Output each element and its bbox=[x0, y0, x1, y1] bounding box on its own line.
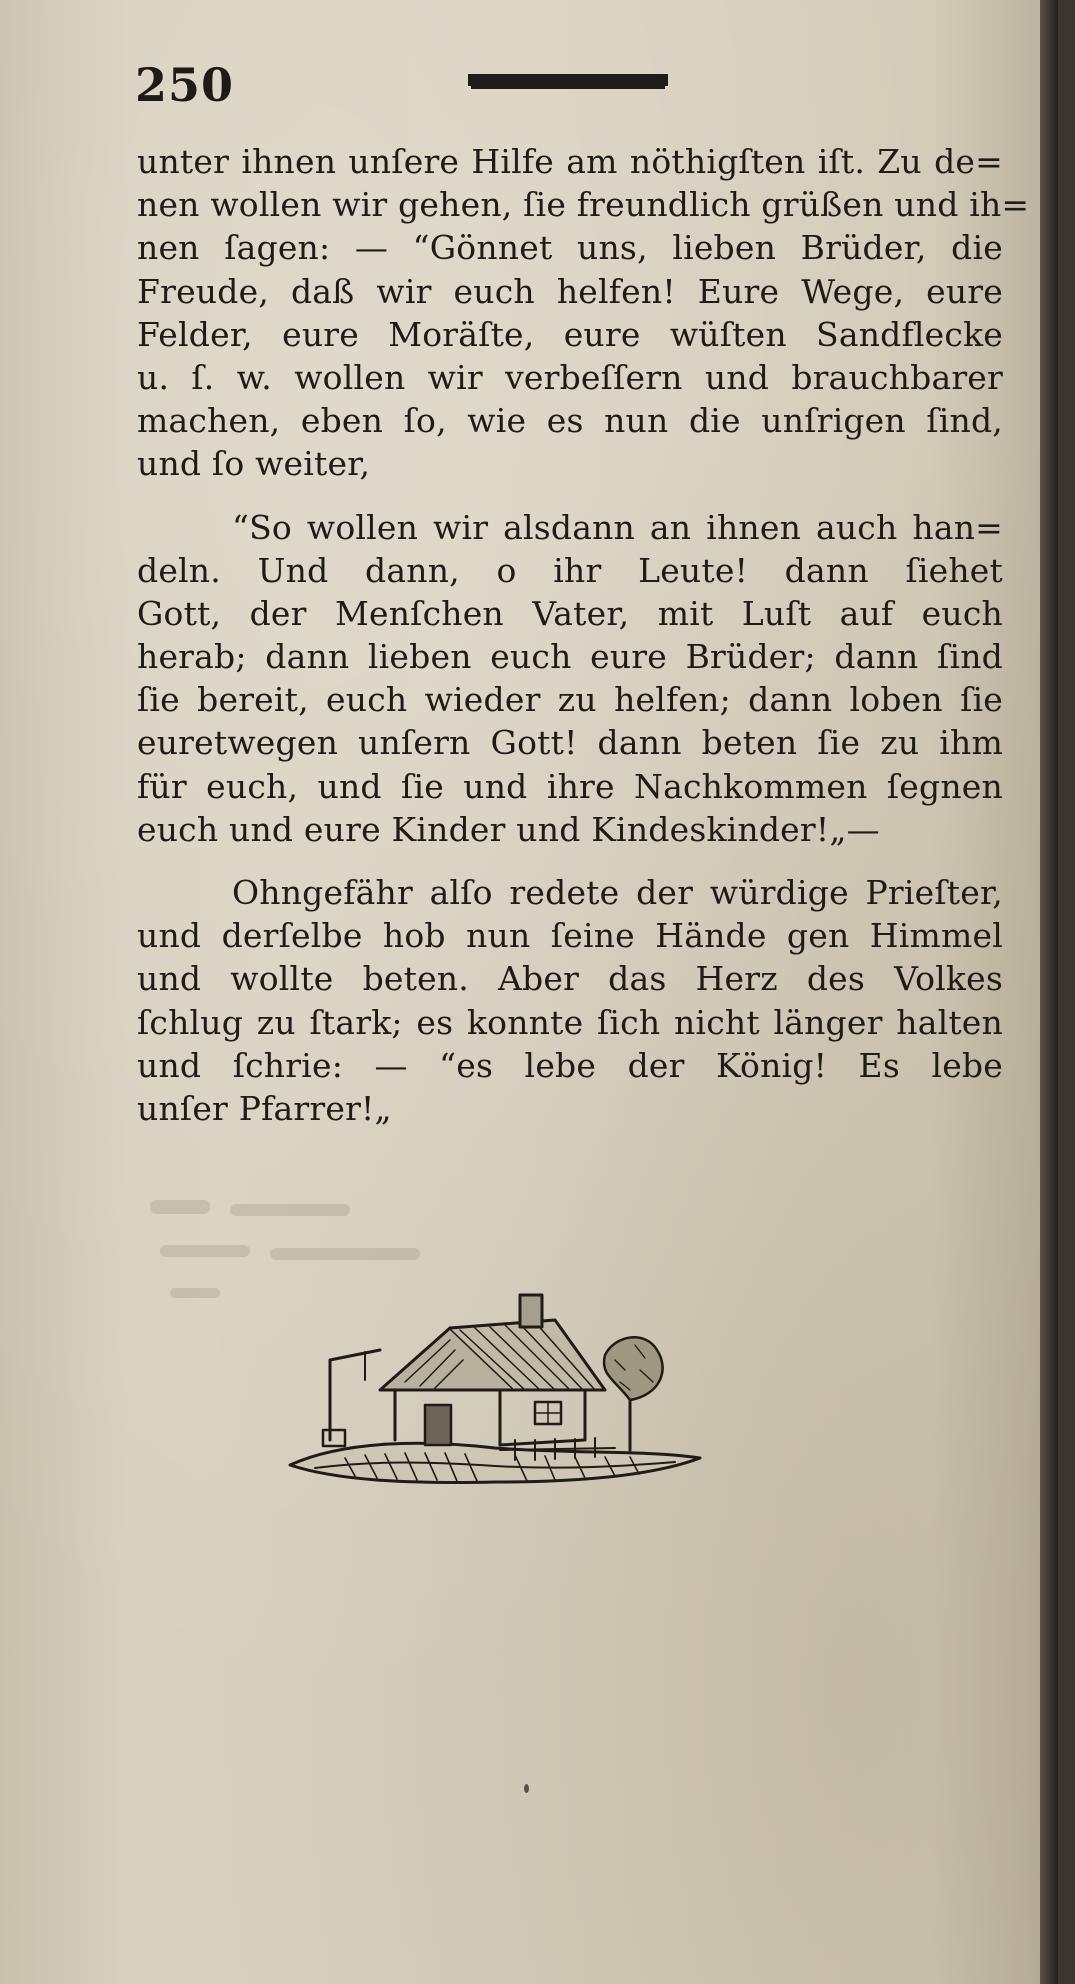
text-line: euretwegen unſern Gott! dann beten ſie zu ihm bbox=[137, 723, 1003, 763]
text-line: Gott, der Menſchen Vater, mit Luſt auf euch bbox=[137, 593, 1003, 633]
text-line: nen ſagen: — “Gönnet uns, lieben Brüder, die bbox=[137, 228, 1003, 268]
text-line: und ſchrie: — “es lebe der König! Es lebe bbox=[137, 1045, 1003, 1085]
text-line: ſchlug zu ſtark; es konnte ſich nicht länger halten bbox=[137, 1002, 1003, 1042]
paragraph-3 bbox=[137, 871, 1003, 1130]
text-line: und wollte beten. Aber das Herz des Volkes bbox=[137, 959, 1003, 999]
text-line: und derſelbe hob nun ſeine Hände gen Himmel bbox=[137, 916, 1003, 956]
text-line: und ſo weiter, bbox=[137, 444, 371, 484]
ink-speck bbox=[524, 1784, 529, 1793]
text-line: euch und eure Kinder und Kindeskinder!„— bbox=[137, 809, 880, 849]
paragraph-1 bbox=[137, 140, 1030, 486]
text-line: unſer Pfarrer!„ bbox=[137, 1088, 392, 1128]
paragraph-2 bbox=[137, 506, 1003, 852]
text-line: nen wollen wir gehen, ſie freundlich grüßen und ih= bbox=[137, 185, 1030, 225]
text-line: Felder, eure Moräſte, eure wüſten Sandflecke bbox=[137, 314, 1003, 354]
page-number: 250 bbox=[135, 58, 235, 112]
text-line: Freude, daß wir euch helfen! Eure Wege, eure bbox=[137, 271, 1003, 311]
book-spine-edge bbox=[1040, 0, 1058, 1984]
text-line: “So wollen wir alsdann an ihnen auch han= bbox=[232, 507, 1003, 547]
text-line: für euch, und ſie und ihre Nachkommen ſegnen bbox=[137, 766, 1003, 806]
text-line: u. ſ. w. wollen wir verbeſſern und brauchbarer bbox=[137, 357, 1003, 397]
text-line: machen, eben ſo, wie es nun die unſrigen ſind, bbox=[137, 401, 1003, 441]
header-rule bbox=[468, 74, 668, 86]
cottage-vignette-illustration bbox=[285, 1290, 705, 1510]
text-line: ſie bereit, euch wieder zu helfen; dann loben ſie bbox=[137, 680, 1003, 720]
text-line: Ohngefähr alſo redete der würdige Prieſter, bbox=[232, 873, 1003, 912]
text-line: herab; dann lieben euch eure Brüder; dann ſind bbox=[137, 637, 1003, 677]
body-text bbox=[137, 140, 1030, 1130]
text-line: deln. Und dann, o ihr Leute! dann ſiehet bbox=[137, 550, 1003, 590]
text-line: unter ihnen unſere Hilfe am nöthigſten iſt. Zu de= bbox=[137, 142, 1003, 181]
